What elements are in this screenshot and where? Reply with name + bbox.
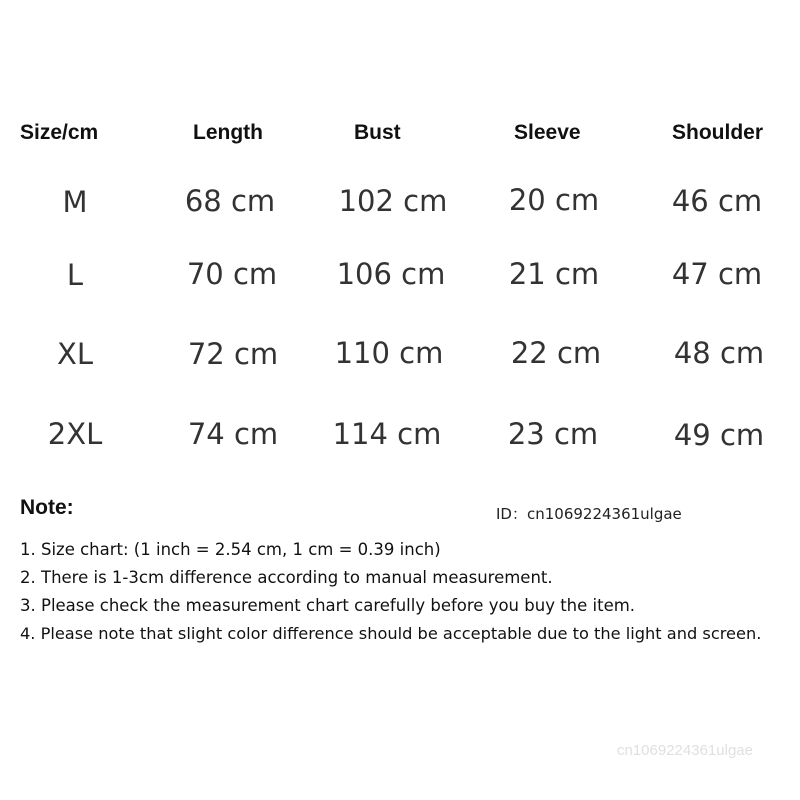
table-cell: 22 cm xyxy=(510,336,602,370)
header-size: Size/cm xyxy=(20,121,99,144)
table-cell: 68 cm xyxy=(184,184,276,218)
table-cell: M xyxy=(62,185,88,219)
table-cell: 21 cm xyxy=(508,257,600,291)
table-cell: 20 cm xyxy=(508,183,600,217)
note-item: 1. Size chart: (1 inch = 2.54 cm, 1 cm = 0.39 inch) xyxy=(20,540,441,559)
table-cell: 49 cm xyxy=(673,418,765,452)
table-cell: 102 cm xyxy=(338,184,448,218)
header-sleeve: Sleeve xyxy=(514,121,581,144)
table-cell: XL xyxy=(56,337,94,371)
watermark: cn1069224361ulgae xyxy=(617,742,753,759)
table-cell: 114 cm xyxy=(332,417,442,451)
table-cell: 47 cm xyxy=(671,257,763,291)
header-bust: Bust xyxy=(354,121,401,144)
note-title: Note: xyxy=(20,496,74,519)
product-id-text: ID：cn1069224361ulgae xyxy=(496,505,682,523)
table-cell: 23 cm xyxy=(507,417,599,451)
header-length: Length xyxy=(193,121,263,144)
table-cell: 48 cm xyxy=(673,336,765,370)
note-item: 2. There is 1-3cm difference according to manual measurement. xyxy=(20,568,553,587)
table-cell: 46 cm xyxy=(671,184,763,218)
note-item: 4. Please note that slight color difference should be acceptable due to the light and screen. xyxy=(20,624,762,643)
table-cell: 70 cm xyxy=(186,257,278,291)
table-cell: 74 cm xyxy=(187,417,279,451)
note-item: 3. Please check the measurement chart carefully before you buy the item. xyxy=(20,596,636,615)
table-cell: 2XL xyxy=(47,417,103,451)
table-cell: 72 cm xyxy=(187,337,279,371)
header-shoulder: Shoulder xyxy=(672,121,764,144)
table-cell: L xyxy=(66,258,84,292)
table-cell: 106 cm xyxy=(336,257,446,291)
table-cell: 110 cm xyxy=(334,336,444,370)
note-list xyxy=(20,539,800,651)
